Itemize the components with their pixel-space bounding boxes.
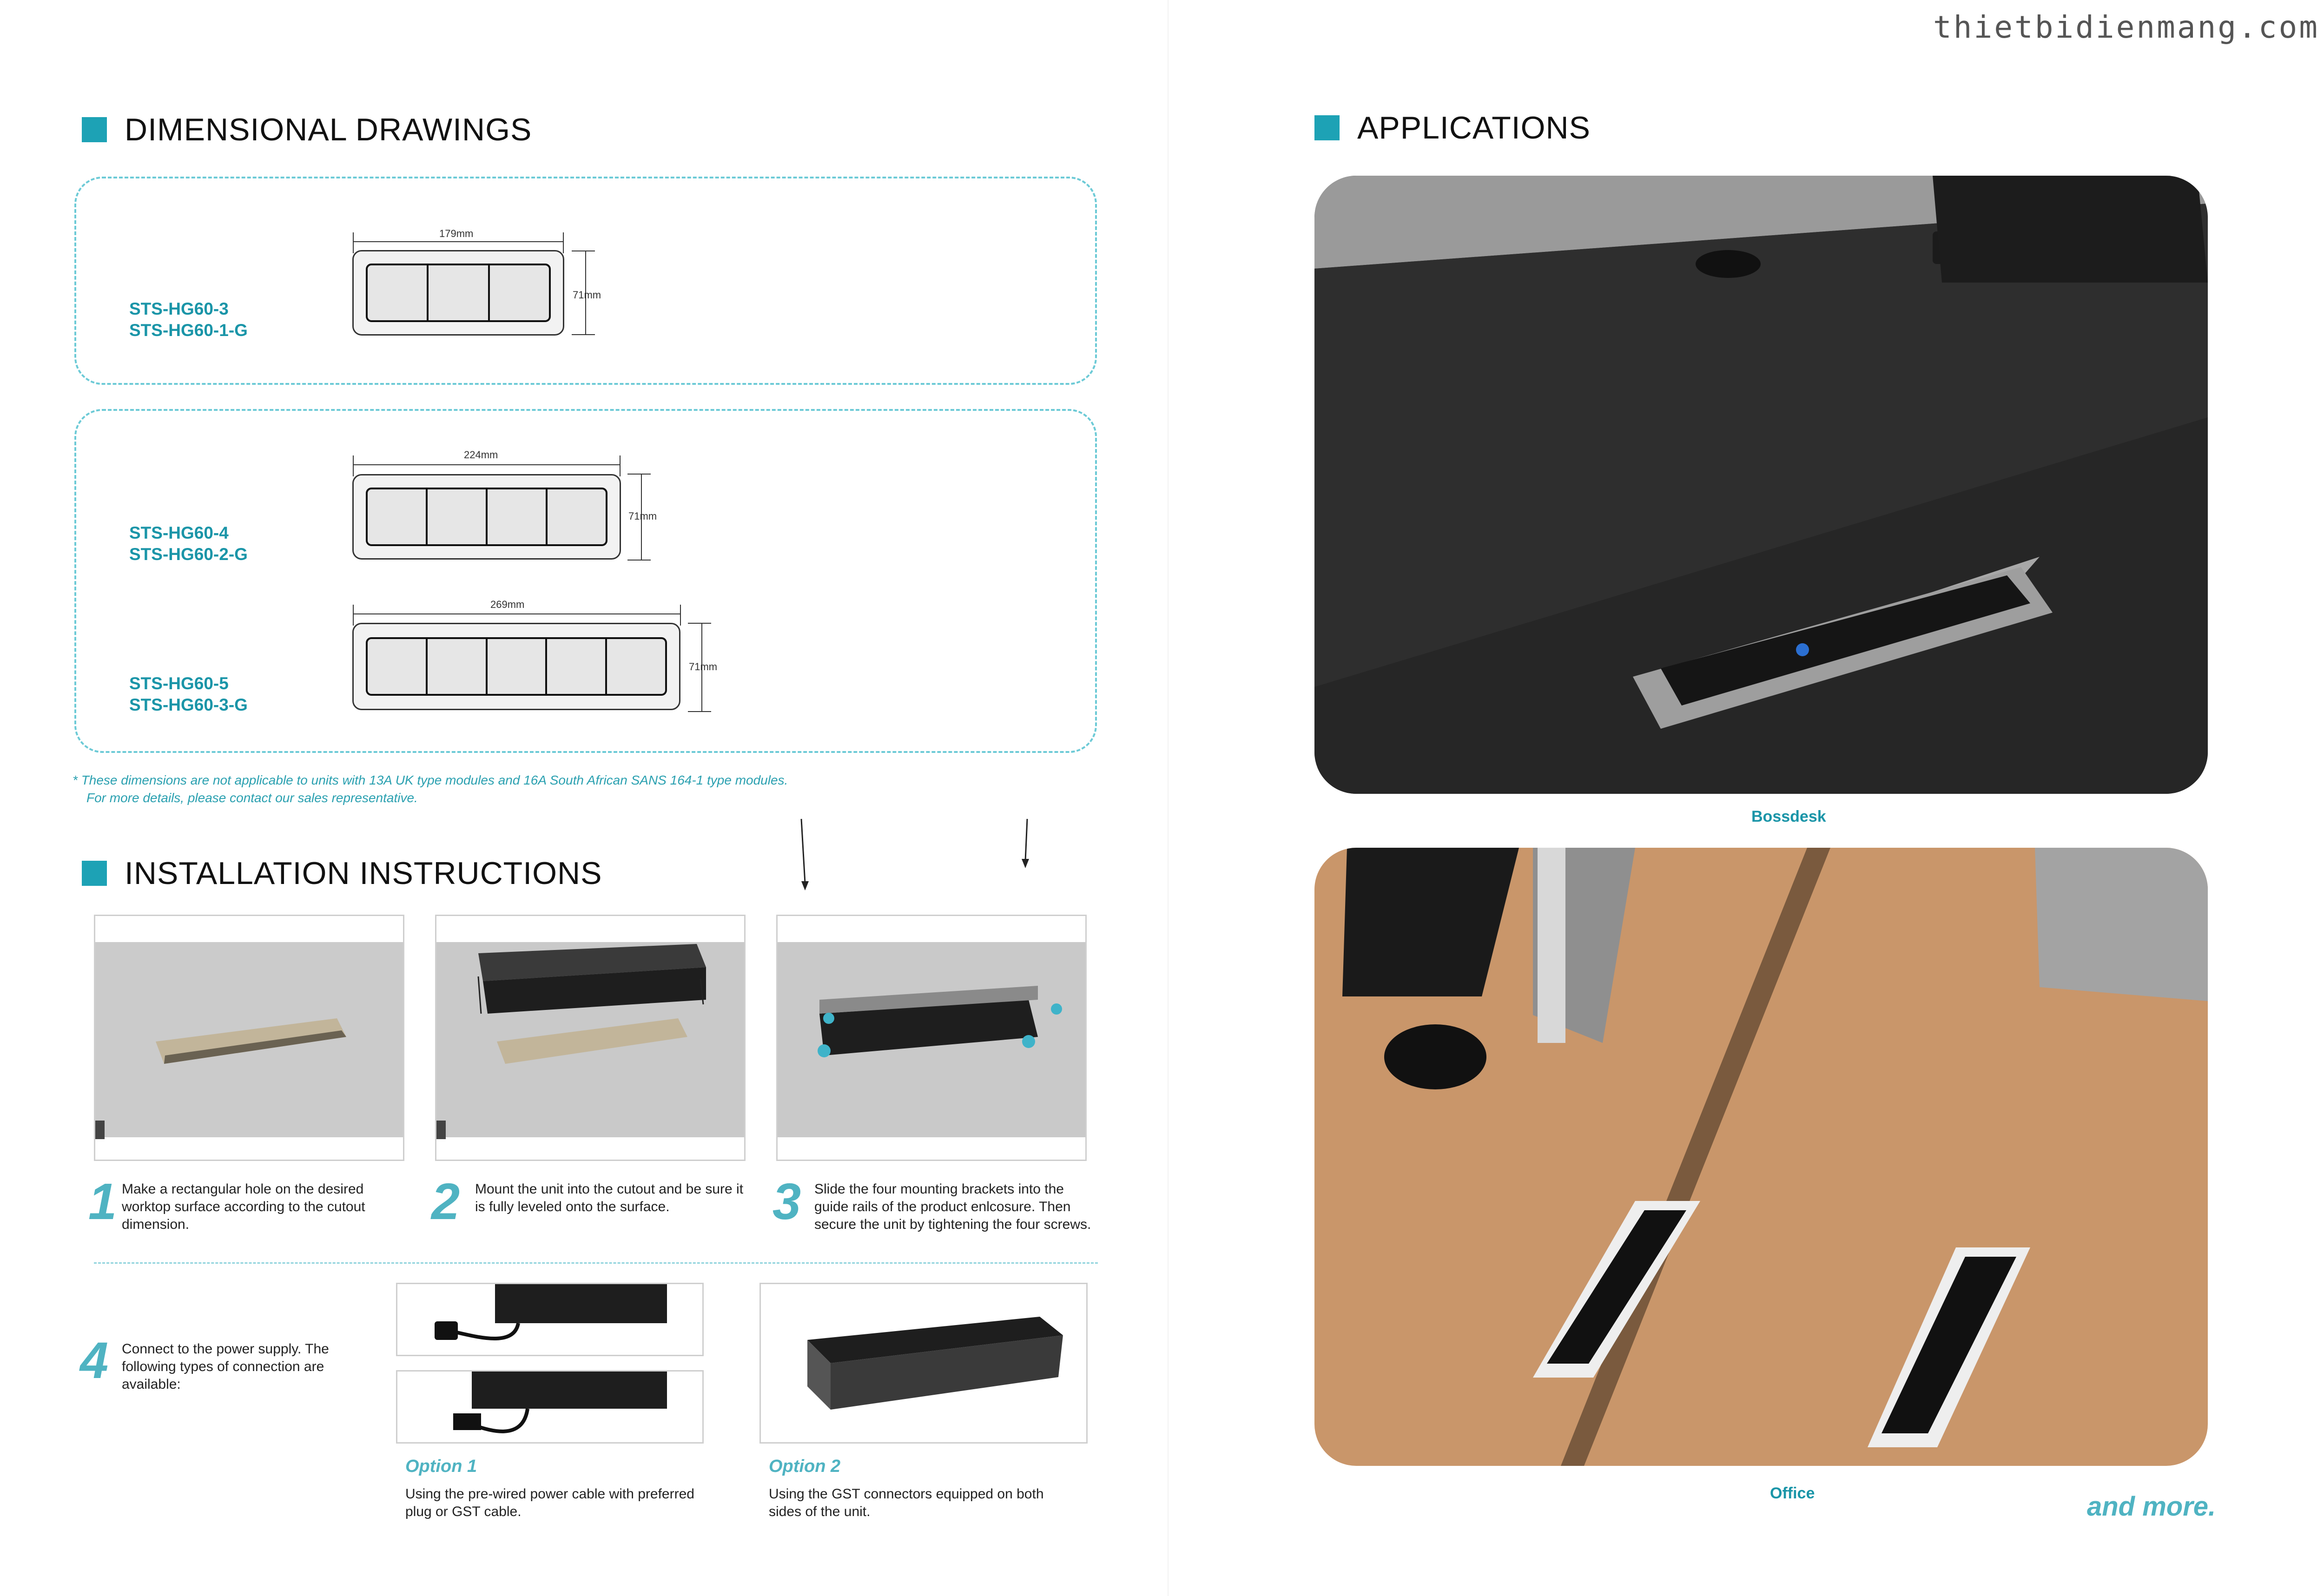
section-title: INSTALLATION INSTRUCTIONS	[125, 856, 602, 891]
note-line-1: These dimensions are not applicable to units with 13A UK type modules and 16A South African SANS 164-1 type modules.	[81, 773, 788, 787]
step-3-image	[776, 915, 1087, 1161]
model-name: STS-HG60-3-G	[129, 695, 248, 714]
height-label: 71mm	[689, 661, 718, 673]
step-number: 1	[88, 1173, 117, 1230]
and-more-text: and more.	[2087, 1491, 2216, 1522]
module-slot	[488, 639, 548, 694]
step-text: Slide the four mounting brackets into the guide rails of the product enlcosure. Then secure the unit by tightening the four screws.	[814, 1181, 1091, 1232]
option-title: Option 2	[769, 1457, 841, 1476]
bossdesk-scene	[1314, 176, 2208, 794]
gst-connector-illustration	[761, 1284, 1086, 1442]
cutout-illustration	[95, 916, 403, 1160]
heading-square-icon	[1314, 115, 1340, 140]
step-2-image	[435, 915, 746, 1161]
module-slot	[368, 639, 428, 694]
applications-heading	[1314, 110, 1591, 146]
module-frame	[366, 264, 551, 322]
bracket-illustration	[778, 916, 1085, 1160]
width-label: 179mm	[439, 228, 474, 239]
installation-heading	[82, 855, 602, 891]
note-star: *	[73, 773, 78, 787]
section-title: DIMENSIONAL DRAWINGS	[125, 112, 532, 147]
decorative-arrows	[790, 818, 1041, 892]
module-slot	[547, 639, 607, 694]
option-2-image	[759, 1283, 1088, 1444]
dimensional-drawings-heading	[82, 112, 532, 148]
socket-plate	[352, 623, 680, 710]
step-text: Connect to the power supply. The following types of connection are available:	[122, 1341, 329, 1392]
model-list	[129, 298, 248, 341]
model-name: STS-HG60-2-G	[129, 545, 248, 564]
dimension-note	[73, 772, 788, 807]
photo-caption: Office	[1770, 1484, 1815, 1502]
socket-plate	[352, 250, 564, 336]
module-frame	[366, 488, 607, 546]
office-photo	[1314, 848, 2208, 1466]
model-name: STS-HG60-3	[129, 299, 229, 318]
option-title: Option 1	[405, 1457, 477, 1476]
gst-cable-illustration	[397, 1372, 702, 1442]
heading-square-icon	[82, 117, 107, 142]
option-1-image-cable	[396, 1283, 704, 1356]
module-slot	[368, 265, 429, 320]
model-list	[129, 522, 248, 565]
model-name: STS-HG60-5	[129, 674, 229, 693]
step-text: Make a rectangular hole on the desired worktop surface according to the cutout dimension.	[122, 1181, 365, 1232]
section-title: APPLICATIONS	[1357, 110, 1591, 145]
option-1-image-gst	[396, 1370, 704, 1444]
step-number: 2	[431, 1173, 460, 1230]
model-name: STS-HG60-4	[129, 523, 229, 542]
photo-caption: Bossdesk	[1751, 808, 1826, 825]
step-separator	[94, 1262, 1098, 1264]
module-slot	[490, 265, 549, 320]
office-scene	[1314, 848, 2208, 1466]
heading-square-icon	[82, 861, 107, 886]
module-slot	[428, 639, 488, 694]
model-list	[129, 673, 248, 716]
module-slot	[607, 639, 665, 694]
module-frame	[366, 637, 667, 696]
socket-plate	[352, 474, 621, 560]
module-slot	[429, 265, 489, 320]
model-name: STS-HG60-1-G	[129, 321, 248, 340]
height-label: 71mm	[628, 510, 657, 522]
page-divider	[1168, 0, 1169, 1596]
note-line-2: For more details, please contact our sales representative.	[86, 791, 418, 805]
module-slot	[428, 489, 488, 544]
width-label: 269mm	[490, 599, 525, 610]
step-1-image	[94, 915, 404, 1161]
option-text: Using the pre-wired power cable with preferred plug or GST cable.	[405, 1486, 694, 1519]
mount-illustration	[436, 916, 744, 1160]
step-text: Mount the unit into the cutout and be sure it is fully leveled onto the surface.	[475, 1181, 744, 1214]
step-number: 4	[80, 1332, 109, 1389]
module-slot	[548, 489, 606, 544]
module-slot	[488, 489, 548, 544]
power-cable-illustration	[397, 1284, 702, 1355]
height-label: 71mm	[573, 289, 601, 301]
width-label: 224mm	[464, 449, 498, 461]
watermark: thietbidienmang.com	[1933, 9, 2319, 45]
module-slot	[368, 489, 428, 544]
option-text: Using the GST connectors equipped on both sides of the unit.	[769, 1486, 1044, 1519]
bossdesk-photo	[1314, 176, 2208, 794]
step-number: 3	[772, 1173, 801, 1230]
